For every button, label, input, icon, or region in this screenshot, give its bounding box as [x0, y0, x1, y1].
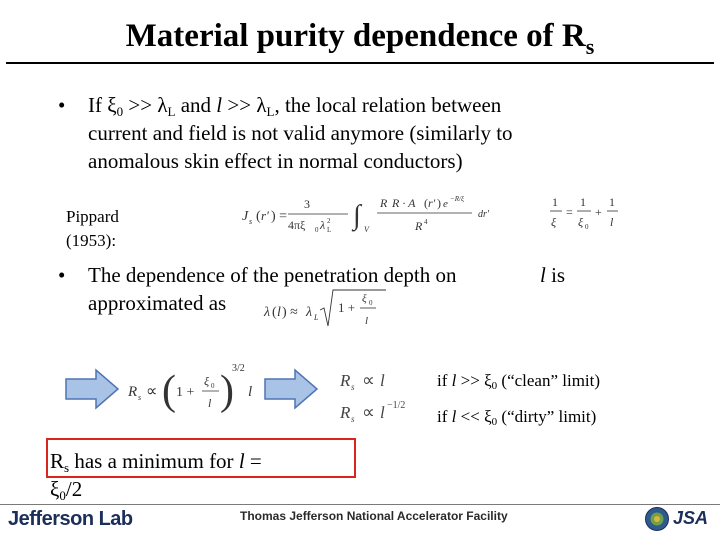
clean-xi-sub: 0 [491, 380, 498, 392]
dirty-xi-sub: 0 [491, 416, 498, 428]
svg-text:R · A: R · A [392, 196, 416, 210]
svg-text:s: s [351, 414, 355, 424]
footer-facility-name: Thomas Jefferson National Accelerator Facility [240, 509, 508, 523]
title-divider [6, 62, 714, 64]
svg-text:l: l [610, 215, 614, 229]
svg-text:4: 4 [424, 218, 428, 226]
svg-text:1 +: 1 + [176, 385, 195, 400]
pippard-label-line1: Pippard [66, 207, 119, 226]
bullet2-line2: approximated as [88, 291, 227, 315]
svg-text:(: ( [162, 368, 176, 414]
svg-text:R: R [128, 384, 138, 400]
svg-text:4πξ: 4πξ [288, 218, 306, 232]
bullet2-marker: • [58, 263, 66, 287]
pippard-label-line2: (1953): [66, 231, 117, 250]
svg-text:R: R [380, 196, 388, 210]
b1-lambda2-sub: L [266, 104, 275, 119]
svg-text:ξ: ξ [362, 293, 367, 305]
svg-text:0: 0 [369, 299, 373, 307]
note-s-sub: s [64, 460, 70, 475]
jsa-logo: JSA [673, 508, 709, 528]
svg-text:0: 0 [315, 226, 319, 234]
dirty-op: << [456, 407, 485, 426]
doe-seal-icon [644, 506, 670, 532]
bullet1-line2: current and field is not valid anymore (similarly to [88, 121, 513, 145]
svg-text:s: s [351, 382, 355, 392]
svg-text:−R/ξ: −R/ξ [450, 195, 464, 203]
b1-xi-sub: 0 [116, 104, 124, 119]
note-xi: ξ [50, 477, 60, 501]
svg-text:ξ: ξ [204, 374, 210, 388]
svg-text:l: l [380, 371, 385, 390]
dirty-limit-condition [437, 406, 596, 428]
svg-text:(: ( [424, 196, 428, 210]
svg-text:0: 0 [211, 382, 215, 390]
svg-text:∫: ∫ [353, 200, 361, 231]
clean-if: if [437, 371, 452, 390]
svg-text:3: 3 [304, 197, 310, 211]
svg-text:∝: ∝ [146, 383, 158, 400]
b1-tail: , the local relation between [274, 93, 502, 117]
svg-text:ξ: ξ [578, 215, 584, 229]
clean-limit-condition [437, 370, 600, 392]
b1-l: l [216, 93, 223, 117]
b1-xi: ξ [107, 93, 117, 117]
b1-and: and [175, 93, 217, 117]
b1-lambda1: λ [157, 93, 168, 117]
svg-text:1: 1 [552, 195, 558, 209]
svg-text:J: J [242, 209, 249, 224]
svg-text:∝: ∝ [362, 402, 375, 422]
svg-text:+: + [595, 205, 602, 219]
svg-text:λ: λ [306, 305, 313, 320]
svg-text:2: 2 [327, 217, 331, 225]
minimum-note-line1 [50, 448, 262, 475]
title-text: Material purity dependence of R [125, 18, 586, 54]
clean-limit-formula [336, 366, 436, 396]
footer-divider [0, 504, 720, 505]
svg-text:L: L [314, 313, 319, 322]
b1-gg1: >> [123, 93, 158, 117]
svg-text:λ: λ [320, 218, 326, 232]
right-arrow-icon [64, 368, 120, 410]
svg-text:): ) [220, 368, 234, 414]
svg-text:dr': dr' [478, 209, 490, 220]
bullet2-tail [540, 262, 565, 289]
svg-text:R: R [415, 219, 423, 233]
slide-title [0, 14, 720, 69]
svg-text:∝: ∝ [362, 370, 375, 390]
title-subscript: s [585, 34, 595, 59]
svg-text:r': r' [261, 208, 269, 223]
svg-text:l: l [380, 403, 385, 422]
dirty-xi: ξ [484, 407, 492, 426]
svg-text:s: s [249, 217, 253, 226]
b1-gg2: >> [222, 93, 257, 117]
b1-if: If [88, 93, 108, 117]
svg-text:R: R [340, 371, 351, 390]
svg-text:l: l [365, 315, 369, 327]
svg-text:l: l [277, 305, 281, 320]
dirty-limit-formula [336, 396, 436, 428]
clean-xi: ξ [484, 371, 492, 390]
svg-text:−1/2: −1/2 [387, 400, 406, 411]
right-arrow-icon [263, 368, 319, 410]
bullet2-line1: The dependence of the penetration depth on [88, 263, 457, 287]
svg-text:R: R [340, 403, 351, 422]
dirty-l: l [451, 407, 457, 426]
bullet1-line1 [88, 92, 501, 119]
bullet2-l-symbol: l [540, 263, 546, 287]
clean-op: >> [456, 371, 485, 390]
bullet1-line3: anomalous skin effect in normal conductors) [88, 149, 463, 173]
svg-text:l: l [248, 384, 253, 400]
svg-text:3/2: 3/2 [232, 363, 245, 374]
b1-lambda2: λ [256, 93, 267, 117]
bullet2-is: is [551, 263, 566, 287]
dirty-if: if [437, 407, 452, 426]
svg-text:e: e [443, 198, 448, 210]
note-tail: /2 [65, 477, 83, 501]
svg-text:ξ: ξ [551, 215, 557, 229]
note-r: R [50, 449, 65, 473]
minimum-note-line2 [50, 476, 82, 503]
svg-text:) =: ) = [271, 209, 288, 224]
note-l: l [238, 449, 245, 473]
svg-text:1: 1 [609, 195, 615, 209]
pippard-current-formula [240, 190, 530, 238]
note-eq: = [244, 449, 262, 473]
note-xi-sub: 0 [59, 488, 66, 503]
svg-text:(: ( [272, 305, 277, 320]
svg-text:L: L [327, 226, 332, 234]
rs-formula [124, 360, 262, 418]
svg-text:s: s [138, 393, 142, 402]
svg-text:(: ( [256, 209, 261, 224]
svg-text:r': r' [428, 196, 436, 210]
bullet1-marker: • [58, 93, 66, 117]
svg-text:l: l [208, 396, 212, 410]
svg-text:1 +: 1 + [338, 300, 356, 315]
svg-text:): ) [437, 196, 441, 210]
svg-text:) ≈: ) ≈ [282, 305, 298, 320]
b1-lambda1-sub: L [167, 104, 176, 119]
svg-text:=: = [566, 205, 573, 219]
svg-text:1: 1 [580, 195, 586, 209]
svg-text:λ: λ [264, 305, 271, 320]
coherence-length-formula [548, 190, 622, 236]
jefferson-lab-logo: Jefferson Lab [8, 508, 133, 530]
svg-text:V: V [364, 225, 369, 234]
penetration-depth-formula [262, 286, 388, 334]
dirty-suffix: (“dirty” limit) [497, 407, 597, 426]
svg-text:0: 0 [585, 223, 589, 231]
clean-l: l [451, 371, 457, 390]
note-text: has a minimum for [69, 449, 239, 473]
clean-suffix: (“clean” limit) [497, 371, 601, 390]
